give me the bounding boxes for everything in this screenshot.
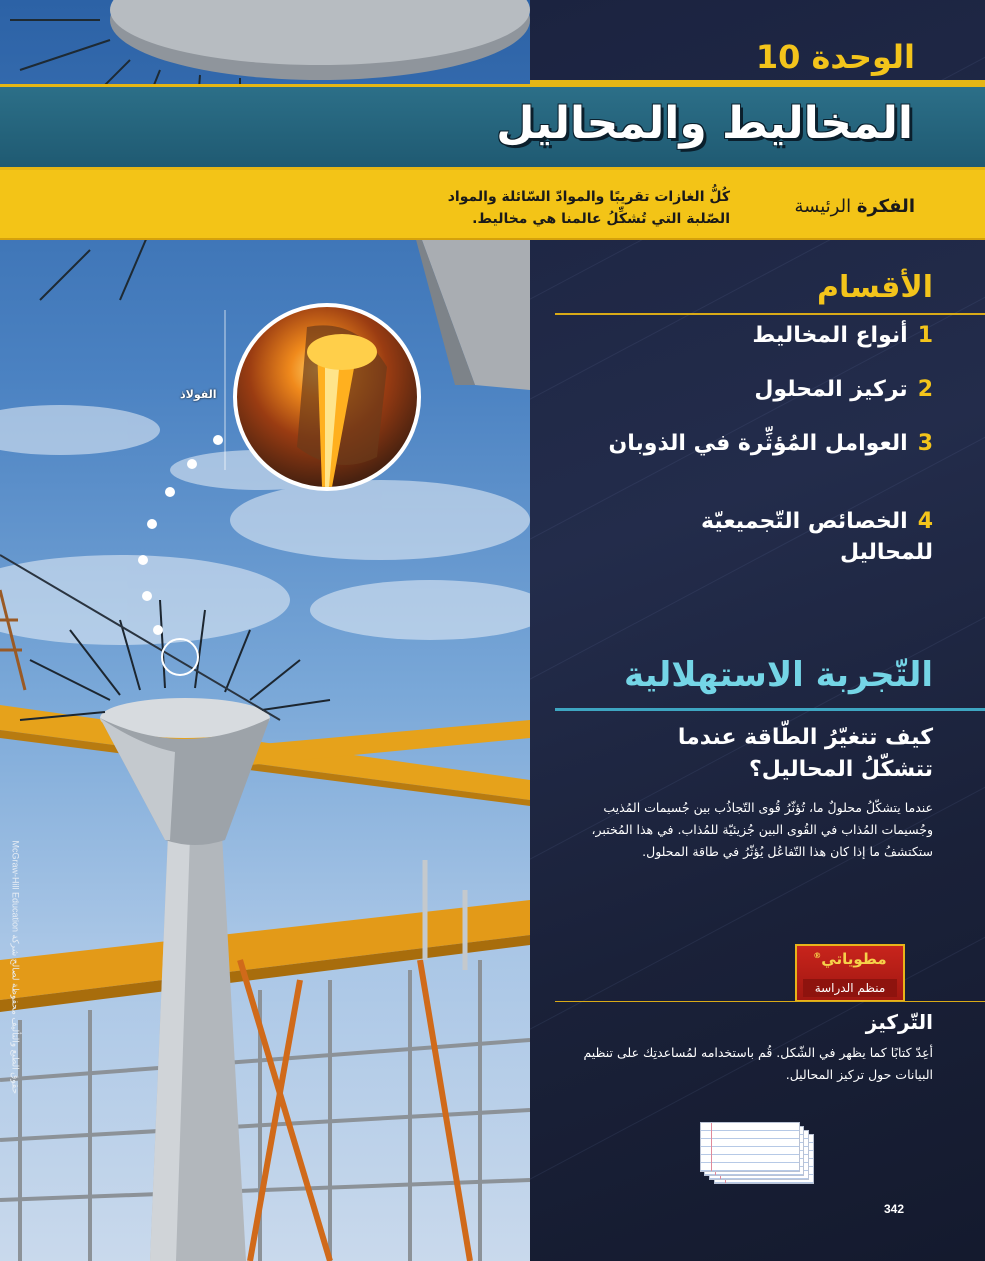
foldables-title — [797, 950, 903, 968]
big-idea-label-bold: الفكرة — [856, 196, 915, 217]
section-number: 3 — [917, 431, 933, 456]
sections-heading: الأقسام — [816, 270, 933, 305]
section-number: 1 — [917, 323, 933, 348]
section-item-4[interactable] — [603, 506, 933, 568]
foldables-title-text: مطوياتي — [821, 950, 887, 968]
section-number: 2 — [917, 377, 933, 402]
notecard-book-icon — [700, 1122, 816, 1186]
big-idea-text: كُلُّ الغازات تقريبًا والموادّ السّائلة والمواد الصّلبة التي تُشكِّلُ عالمنا هي مخاليط. — [447, 189, 730, 227]
focus-heading: التّركيز — [865, 1010, 933, 1034]
big-idea-label — [795, 196, 915, 217]
big-idea-label-rest: الرئيسة — [794, 196, 857, 217]
photo-credit: McGraw-Hill Education حقوق الطبع والتأليف محفوظة لصالح شركة — [10, 840, 21, 1095]
sections-divider — [555, 313, 985, 315]
chapter-title: المخاليط والمحاليل — [496, 98, 913, 149]
unit-label: الوحدة 10 — [755, 38, 915, 76]
steel-pouring-inset — [233, 303, 421, 491]
foldables-badge — [795, 944, 905, 1002]
registered-mark: ® — [813, 951, 822, 960]
section-label: العوامل المُؤثِّرة في الذوبان — [608, 431, 908, 456]
page-number: 342 — [884, 1202, 905, 1216]
section-label: تركيز المحلول — [754, 377, 908, 402]
section-label: الخصائص التّجميعيّة للمحاليل — [701, 509, 933, 565]
foldables-subtitle: منظم الدراسة — [803, 979, 897, 997]
section-label: أنواع المخاليط — [752, 323, 908, 348]
section-item-2[interactable] — [603, 374, 933, 405]
section-item-1[interactable] — [603, 320, 933, 351]
steel-label: الفولاذ — [180, 388, 217, 401]
focus-body: أعِدّ كتابًا كما يظهر في الشّكل. قُم باستخدامه لمُساعدتِك على تنظيم البيانات حول تركيز المحاليل. — [583, 1045, 933, 1082]
launch-lab-question: كيف تتغيّرُ الطّاقة عندما تتشكّلُ المحاليل؟ — [677, 725, 933, 782]
foldables-divider — [555, 1001, 985, 1002]
section-number: 4 — [917, 509, 933, 534]
launch-lab-heading: التّجربة الاستهلالية — [624, 655, 933, 695]
section-item-3[interactable] — [603, 428, 933, 459]
launch-lab-divider — [555, 708, 985, 711]
launch-lab-body: عندما يتشكّلُ محلولٌ ما، تُؤثّرُ قُوى التّجاذُب بين جُسيمات المُذيب وجُسيمات المُذاب في القُوى البين جُزيئيّة للمُذاب. في هذا المُختبر، ستكتشفُ ما إذا كان هذا التّفاعُل يُؤثّرُ في طاقة المحلول. — [591, 800, 933, 859]
